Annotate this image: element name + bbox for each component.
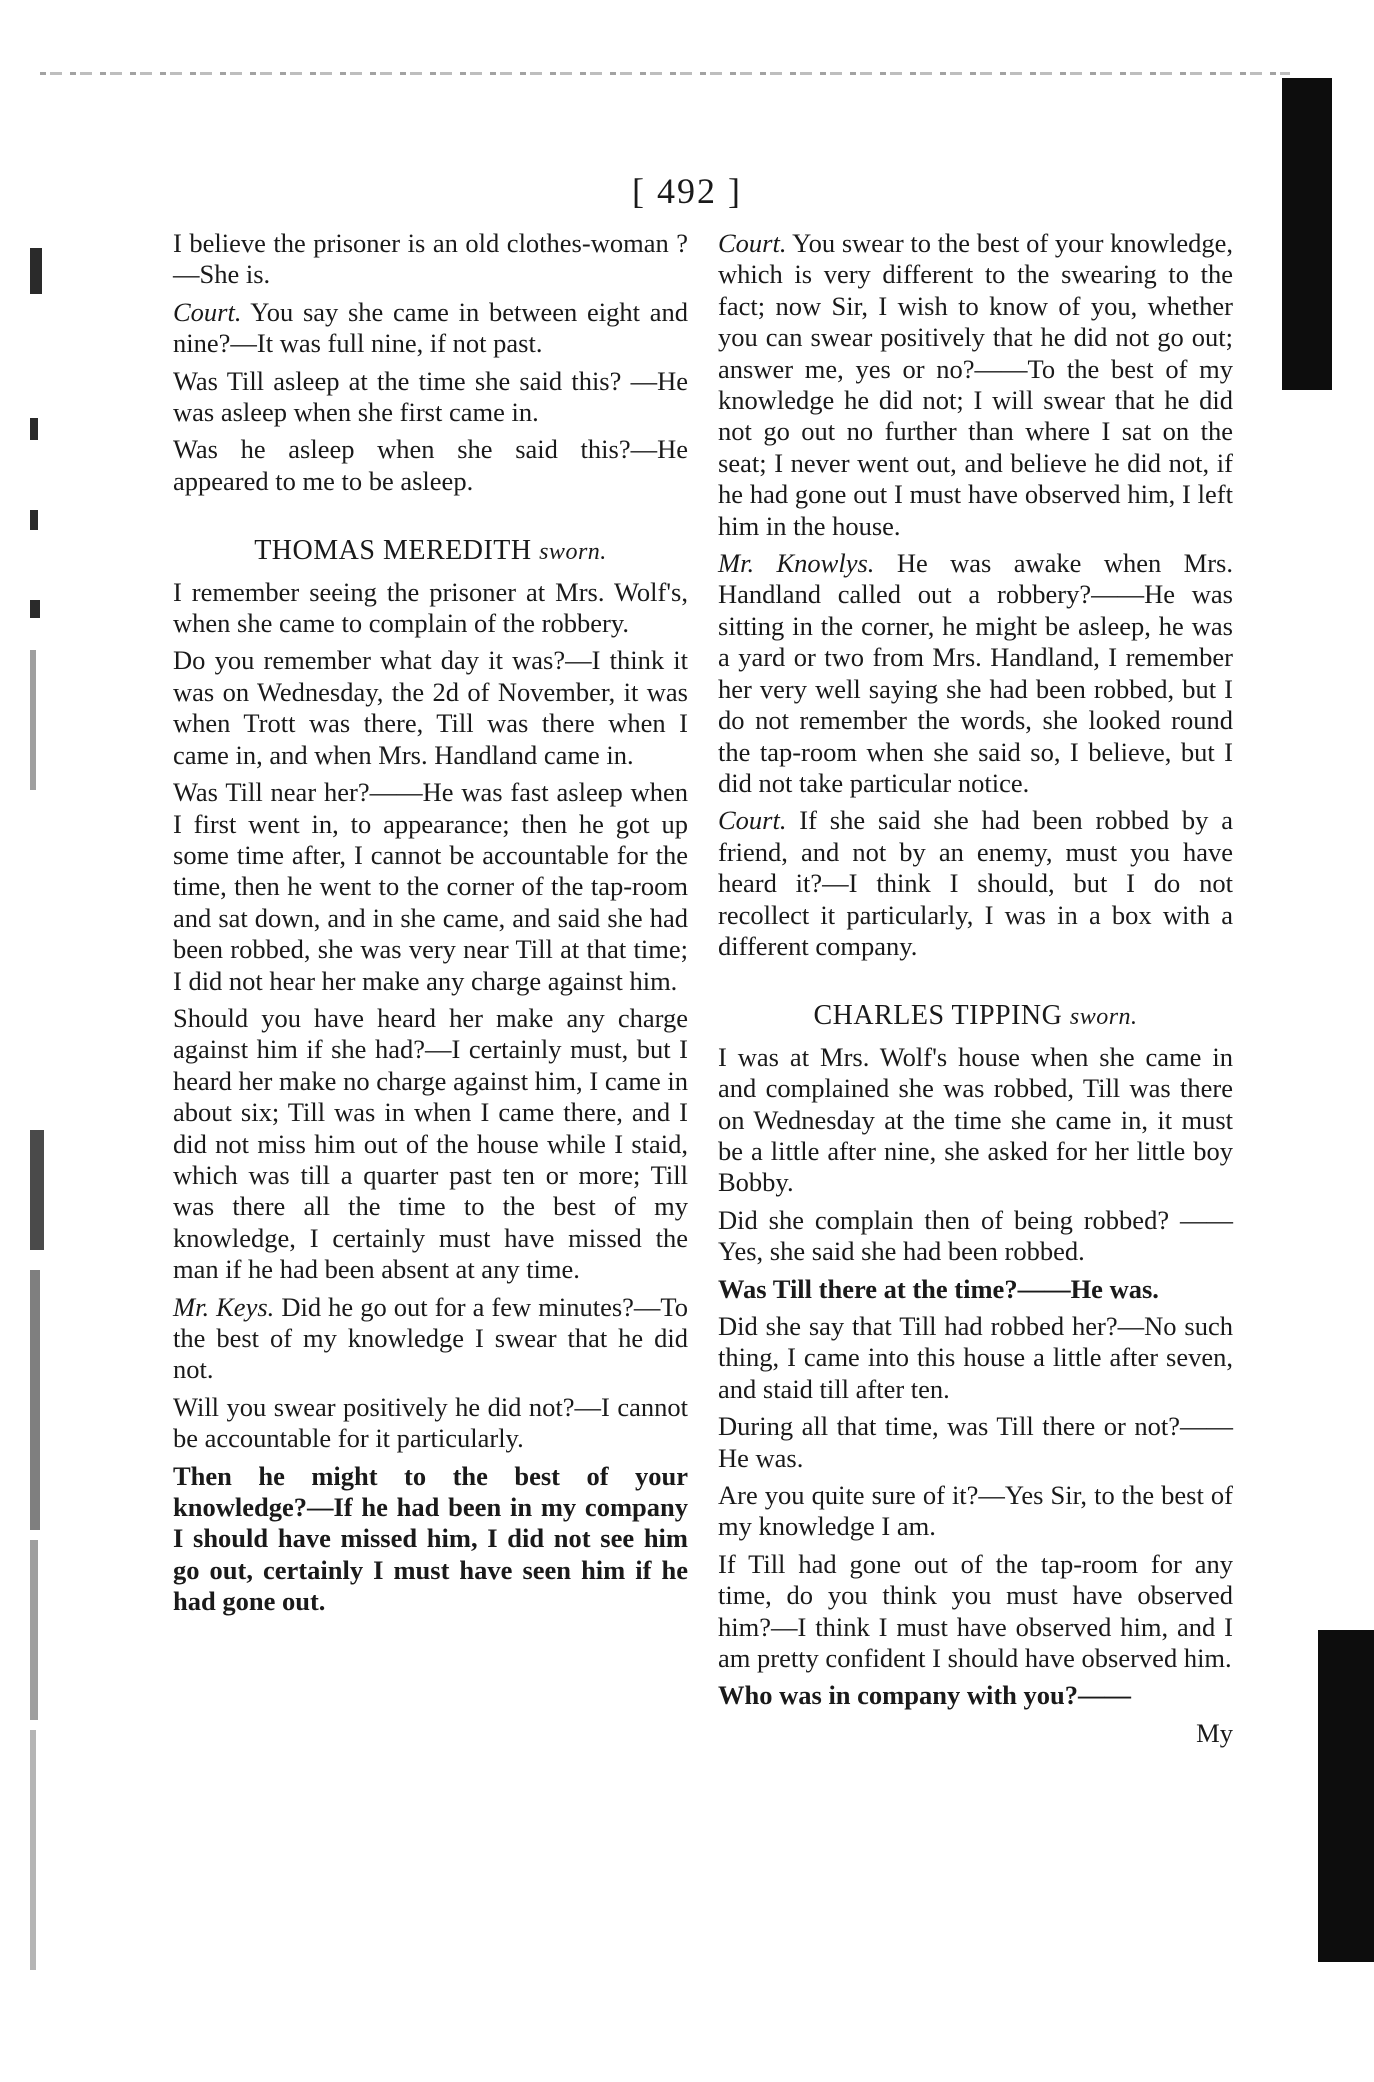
paragraph-text: If she said she had been robbed by a friend, and not by an enemy, must you have heard it?—I think I should, but I do not recollect it particularly, I was in a box with a different company. bbox=[718, 805, 1233, 961]
paragraph: Who was in company with you?—— bbox=[718, 1680, 1132, 1711]
scan-edge-bar-top bbox=[1282, 78, 1332, 390]
page-number: [ 492 ] bbox=[632, 171, 742, 211]
paragraph: I believe the prisoner is an old clothes-woman ?—She is. bbox=[173, 228, 688, 290]
witness-heading bbox=[173, 535, 688, 568]
witness-heading bbox=[718, 1000, 1233, 1033]
paragraph: Will you swear positively he did not?—I cannot be accountable for it particularly. bbox=[173, 1391, 688, 1454]
paragraph: I remember seeing the prisoner at Mrs. Wolf's, when she came to complain of the robbery. bbox=[173, 576, 688, 639]
paragraph bbox=[718, 805, 1233, 962]
paragraph: Are you quite sure of it?—Yes Sir, to the best of my knowledge I am. bbox=[718, 1480, 1233, 1542]
paragraph bbox=[718, 548, 1233, 799]
speaker-label: Mr. Keys. bbox=[173, 1291, 275, 1322]
paragraph: Was Till asleep at the time she said this? —He was asleep when she first came in. bbox=[173, 365, 688, 428]
paragraph: Did she say that Till had robbed her?—No such thing, I came into this house a little after seven, and staid till after ten. bbox=[718, 1311, 1233, 1404]
scan-edge-bar-bottom bbox=[1318, 1630, 1374, 1962]
scan-top-rule bbox=[40, 72, 1290, 75]
paragraph: If Till had gone out of the tap-room for any time, do you think you must have observed him?—I think I must have observed him, and I am pretty confident I should have observed him. bbox=[718, 1548, 1233, 1674]
paragraph-text: You say she came in between eight and nine?—It was full nine, if not past. bbox=[173, 296, 688, 359]
catchword: My bbox=[1196, 1717, 1233, 1748]
speaker-label: Court. bbox=[173, 296, 242, 327]
speaker-label: Court. bbox=[718, 228, 787, 258]
sworn-label: sworn. bbox=[1069, 1004, 1138, 1031]
paragraph: Then he might to the best of your knowledge?—If he had been in my company I should have missed him, I did not see him go out, certainly I must have seen him if he had gone out. bbox=[173, 1460, 688, 1617]
paragraph bbox=[173, 1292, 688, 1386]
witness-name: CHARLES TIPPING bbox=[813, 1000, 1063, 1032]
paragraph bbox=[718, 228, 1233, 542]
speaker-label: Mr. Knowlys. bbox=[718, 548, 875, 579]
paragraph: Did she complain then of being robbed? ——Yes, she said she had been robbed. bbox=[718, 1204, 1233, 1267]
paragraph-text: He was awake when Mrs. Handland called out a robbery?——He was sitting in the corner, he might be asleep, he was a yard or two from Mrs. Handland, I remember her very well saying she had been robbed, but I do not remember the words, she looked round the tap-room when she said so, I believe, but I did not take particular notice. bbox=[718, 548, 1233, 798]
paragraph bbox=[173, 297, 688, 360]
witness-name: THOMAS MEREDITH bbox=[254, 535, 532, 567]
paragraph-text: You swear to the best of your knowledge, which is very different to the swearing to the fact; now Sir, I wish to know of you, whether you can swear positively that he did not go out; answer me, yes or no?——To the best of my knowledge he did not; I will swear that he did not go out no further than where I sat on the seat; I never went out, and believe he did not, if he had gone out I must have observed him, I left him in the house. bbox=[718, 228, 1233, 541]
scan-left-margin-marks bbox=[20, 130, 60, 1990]
paragraph: I was at Mrs. Wolf's house when she came in and complained she was robbed, Till was there on Wednesday at the time she came in, it must be a little after nine, she asked for her little boy Bobby. bbox=[718, 1041, 1233, 1198]
paragraph: Was Till near her?——He was fast asleep when I first went in, to appearance; then he got up some time after, I cannot be accountable for the time, then he went to the corner of the tap-room and sat down, and in she came, and said she had been robbed, she was very near Till at that time; I did not hear her make any charge against him. bbox=[173, 777, 688, 996]
left-column bbox=[173, 228, 688, 1624]
sworn-label: sworn. bbox=[539, 539, 607, 566]
paragraph-text: Did he go out for a few minutes?—To the best of my knowledge I swear that he did not. bbox=[173, 1291, 688, 1385]
paragraph: Should you have heard her make any charge against him if she had?—I certainly must, but I heard her make no charge against him, I came in about six; Till was in when I came there, and I did not miss him out of the house while I staid, which was till a quarter past ten or more; Till was there all the time to the best of my knowledge, I certainly must have missed the man if he had been absent at any time. bbox=[173, 1002, 688, 1285]
paragraph: Was Till there at the time?——He was. bbox=[718, 1273, 1159, 1304]
right-column bbox=[718, 228, 1233, 1749]
paragraph: Do you remember what day it was?—I think it was on Wednesday, the 2d of November, it was when Trott was there, Till was there when I came in, and when Mrs. Handland came in. bbox=[173, 645, 688, 770]
speaker-label: Court. bbox=[718, 805, 787, 836]
paragraph: During all that time, was Till there or not?——He was. bbox=[718, 1411, 1233, 1473]
paragraph: Was he asleep when she said this?—He appeared to me to be asleep. bbox=[173, 434, 688, 496]
